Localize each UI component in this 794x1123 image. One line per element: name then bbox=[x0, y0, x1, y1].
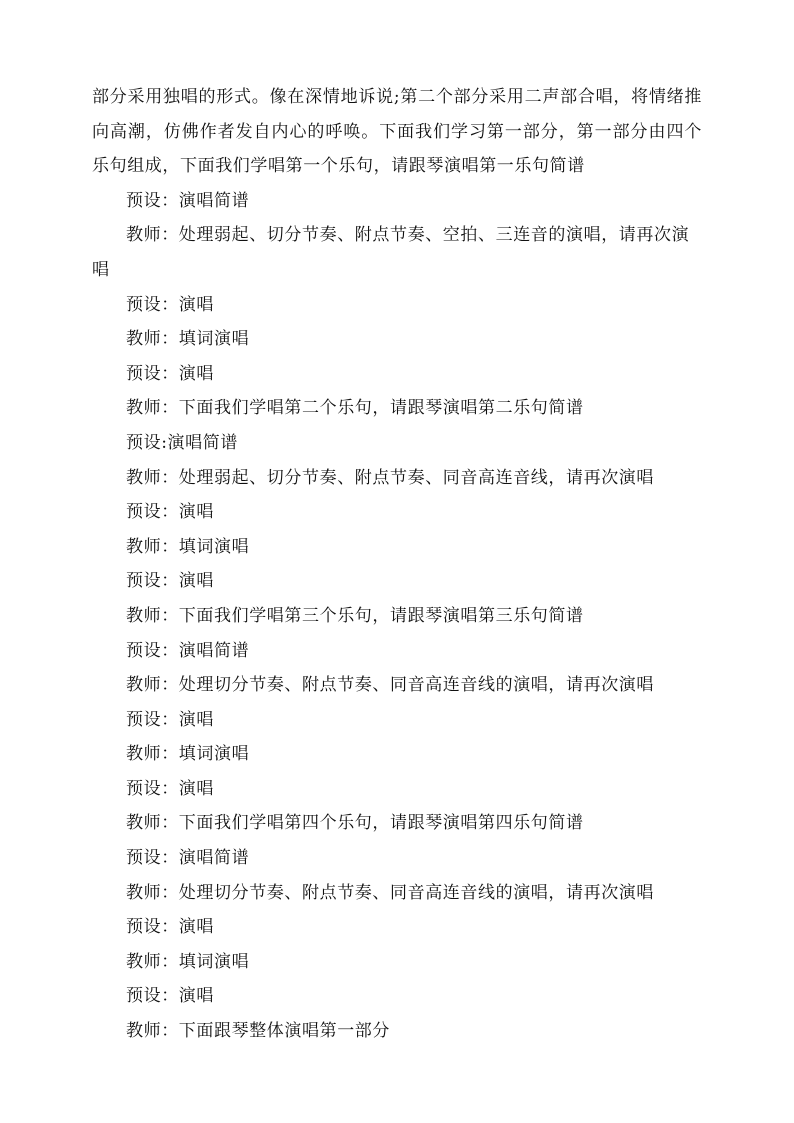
dialog-line-teacher: 教师：填词演唱 bbox=[126, 951, 250, 972]
dialog-line-preset: 预设：演唱 bbox=[126, 709, 214, 730]
dialog-line-teacher: 教师：填词演唱 bbox=[126, 329, 250, 350]
dialog-line-teacher: 教师：处理切分节奏、附点节奏、同音高连音线的演唱，请再次演唱 bbox=[126, 882, 654, 903]
dialog-line-teacher: 教师：处理切分节奏、附点节奏、同音高连音线的演唱，请再次演唱 bbox=[126, 675, 654, 696]
dialog-line-teacher: 教师：下面跟琴整体演唱第一部分 bbox=[126, 1021, 390, 1042]
dialog-line-teacher: 教师：下面我们学唱第三个乐句，请跟琴演唱第三乐句简谱 bbox=[126, 605, 584, 626]
dialog-line-preset: 预设：演唱 bbox=[126, 294, 214, 315]
dialog-line-teacher: 教师：下面我们学唱第四个乐句，请跟琴演唱第四乐句简谱 bbox=[126, 813, 584, 834]
dialog-line-teacher: 教师：处理弱起、切分节奏、附点节奏、空拍、三连音的演唱，请再次演唱 bbox=[92, 225, 690, 280]
dialog-line-preset: 预设:演唱简谱 bbox=[126, 432, 238, 453]
dialog-line-teacher: 教师：填词演唱 bbox=[126, 744, 250, 765]
dialog-line-teacher: 教师：下面我们学唱第二个乐句，请跟琴演唱第二乐句简谱 bbox=[126, 398, 584, 419]
dialog-line-teacher: 教师：处理弱起、切分节奏、附点节奏、同音高连音线，请再次演唱 bbox=[126, 467, 654, 488]
document-body bbox=[92, 80, 702, 1049]
dialog-line-preset: 预设：演唱 bbox=[126, 986, 214, 1007]
dialog-line-preset: 预设：演唱 bbox=[126, 363, 214, 384]
dialog-line-preset: 预设：演唱简谱 bbox=[126, 190, 250, 211]
dialog-line-preset: 预设：演唱简谱 bbox=[126, 848, 250, 869]
dialog-line-preset: 预设：演唱 bbox=[126, 917, 214, 938]
dialog-line-teacher: 教师：填词演唱 bbox=[126, 536, 250, 557]
dialog-line-preset: 预设：演唱 bbox=[126, 571, 214, 592]
dialog-line-preset: 预设：演唱简谱 bbox=[126, 640, 250, 661]
dialog-line-preset: 预设：演唱 bbox=[126, 502, 214, 523]
opening-paragraph: 部分采用独唱的形式。像在深情地诉说;第二个部分采用二声部合唱，将情绪推向高潮，仿佛作者发自内心的呼唤。下面我们学习第一部分，第一部分由四个乐句组成，下面我们学唱第一个乐句，请跟琴演唱第一乐句简谱 bbox=[92, 87, 702, 177]
dialog-line-preset: 预设：演唱 bbox=[126, 778, 214, 799]
